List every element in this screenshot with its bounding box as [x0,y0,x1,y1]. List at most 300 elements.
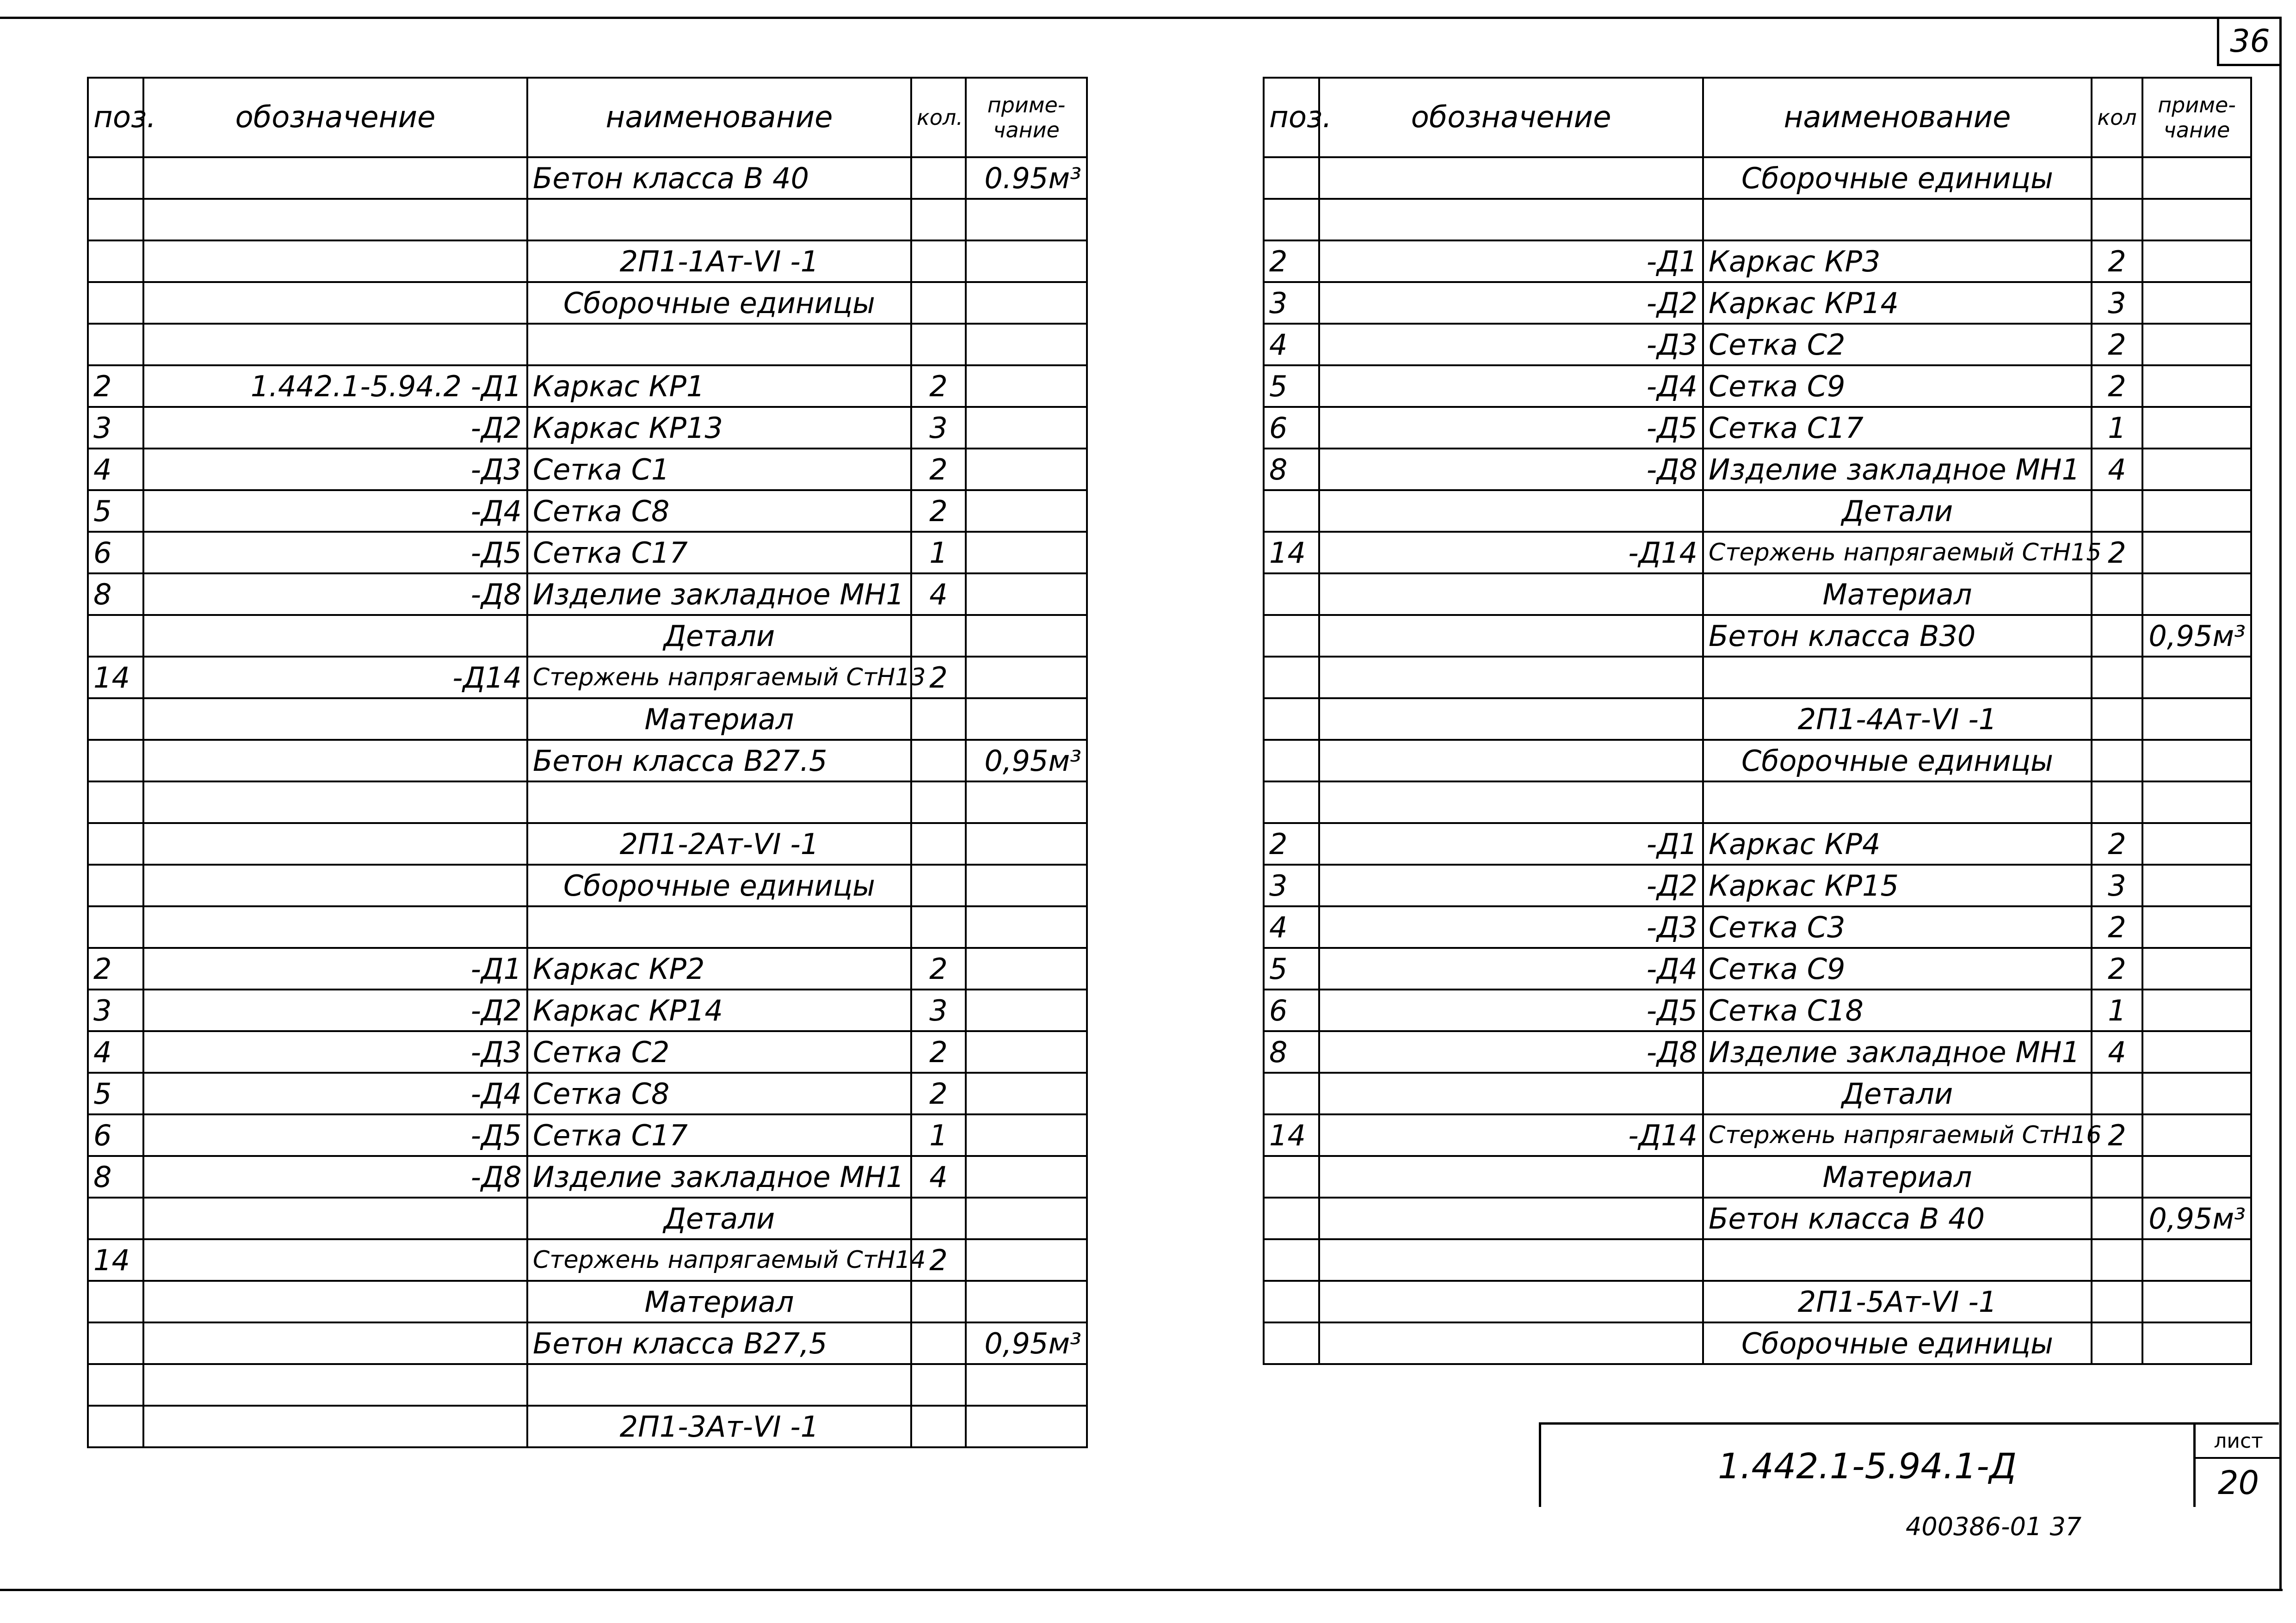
cell-qty: 2 [911,449,966,490]
cell-pos [88,1322,143,1364]
cell-qty [2092,1156,2142,1198]
cell-name: 2П1-5Ат-VI -1 [1703,1281,2092,1322]
cell-name [527,324,911,365]
cell-pos [88,823,143,865]
cell-designation [143,823,527,865]
cell-name: 2П1-2Ат-VI -1 [527,823,911,865]
cell-qty: 3 [911,990,966,1031]
table-row [1264,532,2251,573]
table-row [88,157,1087,199]
cell-note: 0,95м³ [2142,615,2251,657]
cell-designation [143,240,527,282]
table-row [1264,573,2251,615]
table-row [1264,615,2251,657]
table-row [88,282,1087,324]
cell-qty: 1 [911,1114,966,1156]
cell-pos: 8 [88,1156,143,1198]
cell-designation [143,157,527,199]
cell-qty [911,1406,966,1447]
cell-name: Материал [1703,573,2092,615]
cell-pos [1264,573,1319,615]
cell-note [2142,365,2251,407]
table-row [88,657,1087,698]
cell-qty [2092,615,2142,657]
cell-note [2142,906,2251,948]
cell-name: Сборочные единицы [1703,740,2092,781]
cell-designation: -Д3 [1319,906,1703,948]
cell-qty [2092,157,2142,199]
cell-pos: 2 [88,948,143,990]
cell-qty: 3 [2092,865,2142,906]
cell-qty [911,906,966,948]
cell-designation [143,1198,527,1239]
table-row [1264,865,2251,906]
cell-designation [1319,1198,1703,1239]
cell-name: Сетка С2 [527,1031,911,1073]
cell-note [966,1198,1087,1239]
cell-designation [143,1281,527,1322]
cell-name: Сетка С17 [527,1114,911,1156]
cell-name: Сетка С17 [527,532,911,573]
cell-name: Изделие закладное МН1 [527,1156,911,1198]
cell-name: Бетон класса В 40 [1703,1198,2092,1239]
table-row [1264,282,2251,324]
header-pos: поз. [88,78,143,157]
cell-qty [911,324,966,365]
cell-note [2142,1156,2251,1198]
cell-designation [1319,1073,1703,1114]
cell-pos [1264,740,1319,781]
cell-note [2142,1114,2251,1156]
table-row [1264,365,2251,407]
table-row [88,407,1087,449]
sheet-box [2193,1425,2281,1507]
cell-name: Сетка С2 [1703,324,2092,365]
cell-qty: 2 [911,1073,966,1114]
cell-designation [1319,781,1703,823]
frame-bottom-line [0,1589,2283,1591]
cell-designation [1319,199,1703,240]
cell-qty: 3 [2092,282,2142,324]
cell-qty [2092,740,2142,781]
cell-note [2142,240,2251,282]
cell-qty: 2 [911,365,966,407]
cell-note [966,1156,1087,1198]
cell-name: Изделие закладное МН1 [1703,1031,2092,1073]
cell-designation [143,781,527,823]
cell-note [966,490,1087,532]
cell-note [966,1281,1087,1322]
table-row [88,990,1087,1031]
cell-note [966,1239,1087,1281]
cell-name: Сетка С8 [527,1073,911,1114]
cell-name: Материал [1703,1156,2092,1198]
cell-pos: 2 [1264,240,1319,282]
cell-qty [911,698,966,740]
cell-pos [88,1281,143,1322]
cell-pos [1264,490,1319,532]
cell-note [966,948,1087,990]
cell-designation: -Д2 [143,990,527,1031]
cell-note [966,449,1087,490]
cell-pos: 8 [88,573,143,615]
right-header-row [1264,78,2251,157]
cell-designation [1319,1156,1703,1198]
cell-qty: 2 [2092,365,2142,407]
cell-name: Сетка С9 [1703,948,2092,990]
cell-name: Каркас КР2 [527,948,911,990]
cell-name: Детали [527,615,911,657]
cell-qty: 2 [911,490,966,532]
table-row [88,1114,1087,1156]
header-note: приме-чание [966,78,1087,157]
table-row [88,781,1087,823]
cell-pos [1264,657,1319,698]
cell-designation [1319,1239,1703,1281]
cell-designation: -Д8 [143,1156,527,1198]
table-row [88,199,1087,240]
cell-pos: 4 [1264,906,1319,948]
cell-qty [911,282,966,324]
table-row [1264,1156,2251,1198]
cell-note: 0,95м³ [966,740,1087,781]
cell-qty: 4 [911,573,966,615]
cell-name: Стержень напрягаемый СтН14 [527,1239,911,1281]
table-row [88,1281,1087,1322]
footer-archive-number: 400386-01 37 [1906,1512,2082,1541]
table-row [88,532,1087,573]
cell-name [527,199,911,240]
cell-qty: 2 [2092,823,2142,865]
cell-designation: -Д2 [1319,282,1703,324]
cell-name [527,906,911,948]
cell-note [2142,657,2251,698]
header-designation: обозначение [1319,78,1703,157]
cell-designation [143,1239,527,1281]
cell-name: Сетка С8 [527,490,911,532]
cell-pos [88,157,143,199]
cell-name: Детали [527,1198,911,1239]
table-row [88,865,1087,906]
cell-name [1703,781,2092,823]
cell-pos [88,1406,143,1447]
frame-right-line [2279,17,2282,1589]
cell-designation: -Д14 [1319,532,1703,573]
cell-pos: 4 [88,449,143,490]
table-row [1264,1198,2251,1239]
cell-pos [1264,1281,1319,1322]
cell-designation [143,1322,527,1364]
table-row [88,615,1087,657]
cell-qty: 2 [2092,240,2142,282]
table-row [1264,1114,2251,1156]
table-row [1264,948,2251,990]
cell-qty [911,240,966,282]
cell-pos: 14 [1264,1114,1319,1156]
cell-qty: 1 [2092,990,2142,1031]
document-code: 1.442.1-5.94.1-Д [1717,1445,2017,1487]
cell-qty [911,1198,966,1239]
cell-designation [143,199,527,240]
table-row [1264,906,2251,948]
cell-pos [88,324,143,365]
cell-note [2142,948,2251,990]
cell-qty [911,865,966,906]
cell-pos [88,282,143,324]
cell-pos: 2 [1264,823,1319,865]
table-row [88,740,1087,781]
cell-pos [1264,157,1319,199]
cell-name [1703,199,2092,240]
cell-qty: 2 [911,657,966,698]
cell-qty [2092,698,2142,740]
cell-pos [1264,1322,1319,1364]
cell-designation [1319,657,1703,698]
table-row [88,823,1087,865]
cell-designation: -Д3 [1319,324,1703,365]
cell-designation [143,282,527,324]
cell-note [966,865,1087,906]
cell-designation [143,865,527,906]
header-qty: кол. [911,78,966,157]
table-row [88,1239,1087,1281]
table-row [1264,657,2251,698]
cell-note [966,532,1087,573]
cell-name: Материал [527,698,911,740]
cell-note [966,1031,1087,1073]
header-qty: кол [2092,78,2142,157]
cell-qty [911,1364,966,1406]
cell-qty: 2 [2092,948,2142,990]
cell-pos [1264,1073,1319,1114]
table-row [88,1156,1087,1198]
cell-designation: -Д1 [143,948,527,990]
cell-name: Бетон класса В 40 [527,157,911,199]
cell-qty: 2 [911,1031,966,1073]
table-row [1264,449,2251,490]
table-row [1264,990,2251,1031]
cell-pos: 4 [1264,324,1319,365]
cell-note [966,1364,1087,1406]
table-row [1264,1031,2251,1073]
cell-name: Сетка С9 [1703,365,2092,407]
cell-pos [1264,1198,1319,1239]
cell-qty: 4 [2092,1031,2142,1073]
cell-name: Сборочные единицы [527,282,911,324]
cell-name: Бетон класса В27,5 [527,1322,911,1364]
cell-pos [88,698,143,740]
table-row [1264,324,2251,365]
cell-pos [1264,781,1319,823]
cell-qty: 2 [911,948,966,990]
cell-qty [911,199,966,240]
cell-note [2142,1031,2251,1073]
cell-note [2142,199,2251,240]
cell-designation: -Д2 [143,407,527,449]
cell-designation: -Д8 [1319,449,1703,490]
table-row [1264,490,2251,532]
cell-name: Детали [1703,1073,2092,1114]
cell-qty [2092,199,2142,240]
table-row [88,490,1087,532]
cell-name [1703,1239,2092,1281]
cell-designation: -Д4 [1319,948,1703,990]
cell-note [966,573,1087,615]
cell-qty [911,1322,966,1364]
cell-name: Сборочные единицы [527,865,911,906]
cell-name: Сетка С17 [1703,407,2092,449]
cell-name: Стержень напрягаемый СтН13 [527,657,911,698]
table-row [1264,1239,2251,1281]
cell-note [2142,449,2251,490]
table-row [1264,823,2251,865]
cell-note: 0.95м³ [966,157,1087,199]
cell-designation: -Д14 [1319,1114,1703,1156]
cell-designation: -Д4 [143,1073,527,1114]
table-row [88,1322,1087,1364]
table-row [88,698,1087,740]
cell-designation [143,698,527,740]
cell-name: 2П1-1Ат-VI -1 [527,240,911,282]
table-row [1264,1281,2251,1322]
cell-designation: -Д4 [143,490,527,532]
cell-designation: -Д4 [1319,365,1703,407]
table-row [1264,407,2251,449]
cell-name: 2П1-4Ат-VI -1 [1703,698,2092,740]
cell-pos: 8 [1264,1031,1319,1073]
cell-pos [1264,698,1319,740]
cell-designation: -Д8 [143,573,527,615]
cell-name: Каркас КР14 [1703,282,2092,324]
cell-name: Бетон класса В30 [1703,615,2092,657]
cell-name [1703,657,2092,698]
table-row [1264,740,2251,781]
table-row [88,1073,1087,1114]
cell-name [527,1364,911,1406]
cell-qty [2092,781,2142,823]
sheet-number: 20 [2217,1464,2259,1502]
cell-pos: 5 [1264,365,1319,407]
header-designation: обозначение [143,78,527,157]
header-name: наименование [527,78,911,157]
cell-note [2142,532,2251,573]
corner-sheet-number: 36 [2217,18,2281,66]
cell-name: Сетка С3 [1703,906,2092,948]
cell-pos: 6 [1264,407,1319,449]
cell-designation [1319,573,1703,615]
cell-note: 0,95м³ [2142,1198,2251,1239]
cell-qty [2092,1239,2142,1281]
cell-qty [911,823,966,865]
cell-qty [2092,573,2142,615]
cell-name: Детали [1703,490,2092,532]
cell-note [2142,781,2251,823]
header-note: приме-чание [2142,78,2251,157]
cell-note [966,1114,1087,1156]
cell-designation: -Д5 [143,532,527,573]
cell-pos [88,740,143,781]
cell-qty: 2 [2092,1114,2142,1156]
cell-pos [88,781,143,823]
cell-pos [1264,615,1319,657]
cell-note [966,240,1087,282]
cell-qty: 2 [911,1239,966,1281]
cell-name: Материал [527,1281,911,1322]
left-spec-table [87,77,1088,1448]
cell-pos [1264,199,1319,240]
cell-qty: 4 [2092,449,2142,490]
cell-name: Бетон класса В27.5 [527,740,911,781]
table-row [88,1031,1087,1073]
table-row [1264,240,2251,282]
cell-qty [911,781,966,823]
cell-qty [911,615,966,657]
cell-qty [2092,490,2142,532]
cell-note [966,906,1087,948]
cell-designation [143,324,527,365]
cell-designation [1319,1281,1703,1322]
table-row [88,1364,1087,1406]
table-row [88,906,1087,948]
cell-pos: 14 [1264,532,1319,573]
cell-note [2142,1239,2251,1281]
table-row [88,1198,1087,1239]
cell-note [966,657,1087,698]
cell-name: Сетка С1 [527,449,911,490]
table-row [88,365,1087,407]
cell-qty [911,740,966,781]
cell-pos [1264,1156,1319,1198]
cell-pos: 8 [1264,449,1319,490]
cell-pos [1264,1239,1319,1281]
cell-pos [88,906,143,948]
cell-note [966,781,1087,823]
cell-designation: 1.442.1-5.94.2 -Д1 [143,365,527,407]
right-spec-table [1263,77,2252,1365]
cell-pos: 5 [88,1073,143,1114]
table-row [88,948,1087,990]
cell-designation [1319,740,1703,781]
cell-pos: 2 [88,365,143,407]
cell-qty: 4 [911,1156,966,1198]
table-row [1264,157,2251,199]
cell-qty: 2 [2092,906,2142,948]
cell-note [966,324,1087,365]
cell-note [2142,740,2251,781]
cell-designation [1319,490,1703,532]
cell-note [2142,1281,2251,1322]
cell-note [2142,698,2251,740]
cell-pos [88,1364,143,1406]
cell-qty [911,157,966,199]
cell-note [2142,490,2251,532]
cell-pos [88,240,143,282]
cell-pos: 6 [88,1114,143,1156]
cell-note [966,990,1087,1031]
cell-name: Стержень напрягаемый СтН15 [1703,532,2092,573]
cell-pos [88,1198,143,1239]
cell-note [966,615,1087,657]
table-row [88,324,1087,365]
cell-note [966,823,1087,865]
cell-name: Стержень напрягаемый СтН16 [1703,1114,2092,1156]
cell-designation: -Д5 [1319,407,1703,449]
table-row [88,449,1087,490]
cell-pos: 14 [88,657,143,698]
cell-designation: -Д2 [1319,865,1703,906]
table-row [1264,781,2251,823]
cell-note [966,407,1087,449]
